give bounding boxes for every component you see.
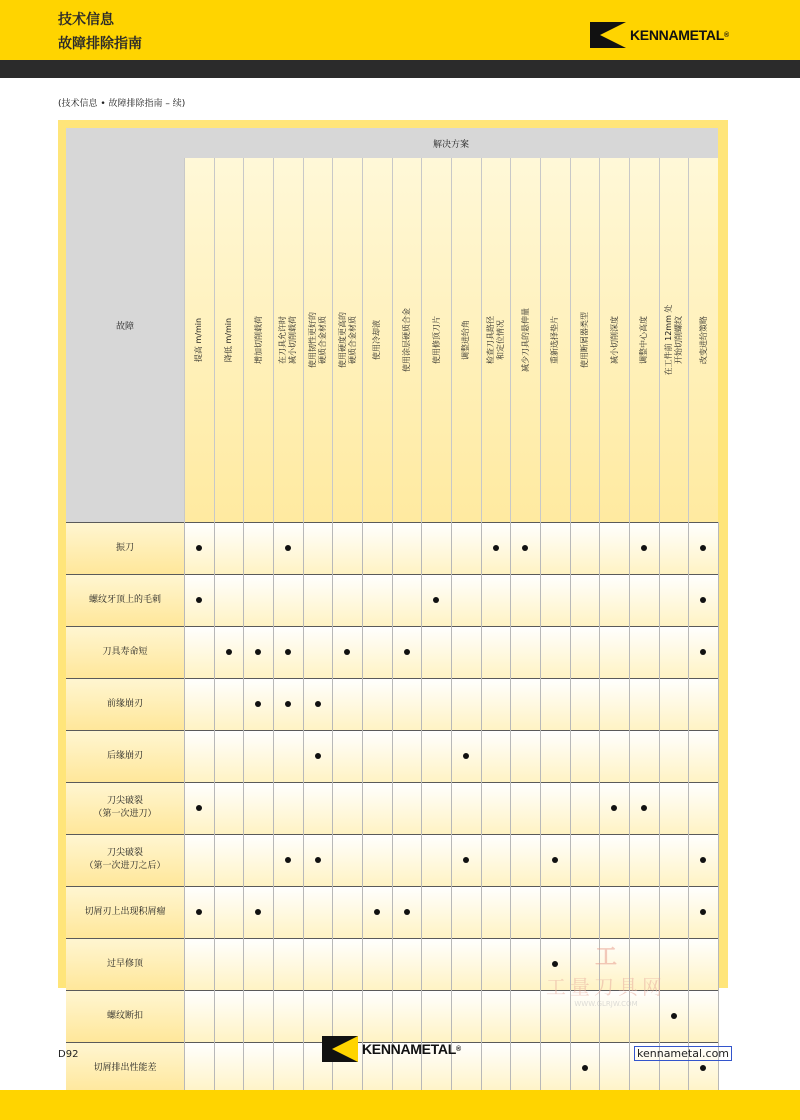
fault-column-header: 故障 <box>66 128 184 522</box>
footer-band <box>0 1090 800 1120</box>
solution-mark <box>671 1013 677 1019</box>
solution-column-header <box>332 158 362 522</box>
column-divider <box>510 522 511 1096</box>
fault-label: 刀具寿命短 <box>66 626 184 678</box>
kennametal-k-icon <box>322 1036 358 1062</box>
watermark-title: 工量刀具网 <box>546 975 666 999</box>
fault-label: 刀尖破裂 （第一次进刀之后） <box>66 834 184 886</box>
solution-label: 调整中心高度 <box>639 316 649 364</box>
solution-label: 使用断屑器类型 <box>580 312 590 368</box>
column-divider <box>599 522 600 1096</box>
fault-label: 螺纹牙顶上的毛刺 <box>66 574 184 626</box>
kennametal-logo-header <box>590 22 729 48</box>
solution-mark <box>285 649 291 655</box>
column-divider <box>392 522 393 1096</box>
solution-label: 使用冷却液 <box>372 320 382 360</box>
solution-column-header <box>303 158 333 522</box>
header-stripe <box>0 60 800 78</box>
solution-mark <box>315 701 321 707</box>
column-divider <box>718 522 719 1096</box>
column-divider <box>481 522 482 1096</box>
solution-mark <box>285 545 291 551</box>
solution-mark <box>285 857 291 863</box>
solution-mark <box>226 649 232 655</box>
solution-column-header <box>688 158 718 522</box>
solution-label: 在工件前 12mm 处 开始切削螺纹 <box>664 304 684 376</box>
solution-column-header <box>421 158 451 522</box>
section-title: 技术信息 <box>58 12 114 28</box>
solution-column-header <box>570 158 600 522</box>
solution-column-header <box>510 158 540 522</box>
brand-name: KENNAMETAL <box>630 27 724 43</box>
solution-label: 在刀具允许时 减小切削载荷 <box>278 316 298 364</box>
solution-column-header <box>599 158 629 522</box>
solution-label: 减小切削深度 <box>609 316 619 364</box>
solution-mark <box>641 545 647 551</box>
solution-mark <box>404 649 410 655</box>
solution-column-header <box>451 158 481 522</box>
brand-name: KENNAMETAL <box>362 1041 456 1057</box>
solution-mark <box>552 857 558 863</box>
solution-mark <box>285 701 291 707</box>
solution-label: 使用涂层硬质合金 <box>402 308 412 372</box>
fault-label: 振刀 <box>66 522 184 574</box>
column-divider <box>688 522 689 1096</box>
solution-mark <box>582 1065 588 1071</box>
solution-column-header <box>273 158 303 522</box>
breadcrumb: (技术信息 • 故障排除指南 – 续) <box>58 99 186 109</box>
solution-mark <box>463 753 469 759</box>
solution-mark <box>196 909 202 915</box>
column-divider <box>570 522 571 1096</box>
solution-mark <box>315 857 321 863</box>
fault-label: 刀尖破裂 （第一次进刀） <box>66 782 184 834</box>
column-divider <box>273 522 274 1096</box>
solution-label: 使用韧性更好的 硬质合金材质 <box>308 312 327 368</box>
solutions-header: 解决方案 <box>184 128 718 158</box>
column-divider <box>243 522 244 1096</box>
solution-mark <box>315 753 321 759</box>
solution-label: 调整进给角 <box>461 320 471 360</box>
solution-label: 改变进给策略 <box>698 316 708 364</box>
solution-column-header <box>184 158 214 522</box>
solution-column-header <box>629 158 659 522</box>
fault-label: 切屑刃上出现积屑瘤 <box>66 886 184 938</box>
solution-column-header <box>481 158 511 522</box>
column-divider <box>362 522 363 1096</box>
fault-label: 过早修顶 <box>66 938 184 990</box>
solution-column-header <box>243 158 273 522</box>
solution-label: 重新选择垫片 <box>550 316 560 364</box>
column-divider <box>629 522 630 1096</box>
solution-column-header <box>362 158 392 522</box>
brand-reg-mark: ® <box>455 1045 461 1053</box>
column-divider <box>451 522 452 1096</box>
fault-label: 后缘崩刃 <box>66 730 184 782</box>
solution-column-header <box>392 158 422 522</box>
solution-label: 增加切削载荷 <box>253 316 263 364</box>
page-number: D92 <box>58 1049 79 1060</box>
solution-mark <box>463 857 469 863</box>
column-divider <box>303 522 304 1096</box>
solution-mark <box>196 805 202 811</box>
fault-label: 前缘崩刃 <box>66 678 184 730</box>
brand-reg-mark: ® <box>723 31 729 39</box>
solution-column-header <box>214 158 244 522</box>
solution-column-header <box>540 158 570 522</box>
column-divider <box>659 522 660 1096</box>
solution-label: 提高 m/min <box>194 317 204 363</box>
solution-label: 减少刀具的悬伸量 <box>520 308 530 372</box>
column-divider <box>540 522 541 1096</box>
solution-mark <box>196 545 202 551</box>
column-divider <box>421 522 422 1096</box>
solution-mark <box>493 545 499 551</box>
solution-mark <box>404 909 410 915</box>
watermark <box>536 940 676 1008</box>
column-divider <box>184 522 185 1096</box>
page-title: 故障排除指南 <box>58 36 142 52</box>
kennametal-k-icon <box>590 22 626 48</box>
solution-label: 使用修顶刀片 <box>431 316 441 364</box>
watermark-logo-icon: 工 <box>594 945 617 970</box>
solution-mark <box>641 805 647 811</box>
column-divider <box>214 522 215 1096</box>
website-link[interactable]: kennametal.com <box>634 1046 732 1061</box>
watermark-url: WWW.GLRJW.COM <box>574 1000 638 1008</box>
solution-column-header <box>659 158 689 522</box>
solution-mark <box>374 909 380 915</box>
solution-mark <box>196 597 202 603</box>
column-divider <box>332 522 333 1096</box>
kennametal-logo-footer <box>322 1036 461 1062</box>
solution-label: 使用硬度更高的 硬质合金材质 <box>337 312 357 368</box>
solution-label: 检查刀具路径 和定位情况 <box>486 316 506 364</box>
solution-label: 降低 m/min <box>223 317 233 363</box>
fault-label: 切屑排出性能差 <box>66 1042 184 1094</box>
fault-label: 螺纹断扣 <box>66 990 184 1042</box>
